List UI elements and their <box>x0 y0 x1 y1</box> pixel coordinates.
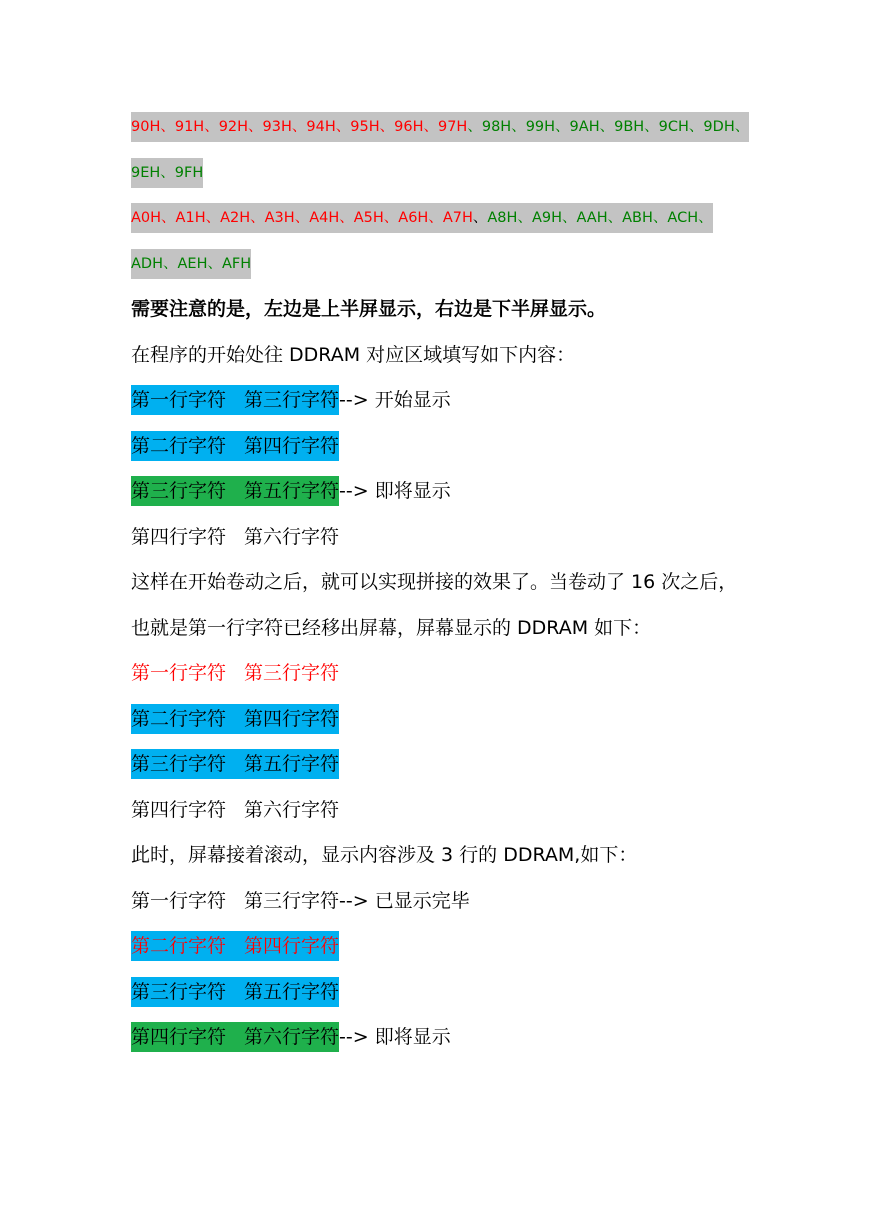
row-right-chars: 第四行字符 <box>244 707 340 730</box>
ddram-row-block2-3 <box>131 749 741 795</box>
row-suffix: --> 开始显示 <box>339 389 451 411</box>
row-plain <box>131 886 339 916</box>
row-right-chars: 第五行字符 <box>244 480 340 502</box>
ddram-row-block3-3 <box>131 977 741 1023</box>
hex-highlight <box>131 249 251 279</box>
hex-green-run: A8H、A9H、AAH、ABH、ACH、 <box>487 210 713 226</box>
row-right-chars: 第四行字符 <box>244 434 340 457</box>
hex-highlight <box>131 158 203 188</box>
row-left-chars: 第二行字符 <box>131 434 227 457</box>
ddram-row-block3-4 <box>131 1022 741 1068</box>
row-suffix: --> 已显示完毕 <box>339 889 470 912</box>
row-right-chars: 第六行字符 <box>244 798 340 821</box>
note-bold: 需要注意的是，左边是上半屏显示，右边是下半屏显示。 <box>131 298 607 320</box>
row-left-chars: 第四行字符 <box>131 798 227 821</box>
row-left-chars: 第三行字符 <box>131 753 227 775</box>
hex-address-line-4 <box>131 249 741 295</box>
row-highlight <box>131 1022 339 1052</box>
ddram-row-block1-1 <box>131 385 741 431</box>
row-left-chars: 第一行字符 <box>131 662 227 684</box>
ddram-row-block2-4 <box>131 795 741 841</box>
ddram-row-block3-2 <box>131 931 741 977</box>
row-suffix: --> 即将显示 <box>339 1026 451 1048</box>
row-left-chars: 第二行字符 <box>131 707 227 730</box>
row-left-chars: 第三行字符 <box>131 480 227 502</box>
ddram-row-block2-1 <box>131 658 741 704</box>
hex-address-line-1 <box>131 112 750 158</box>
document-page <box>131 112 750 1068</box>
hex-highlight <box>131 112 749 142</box>
paragraph-2-line-1: 这样在开始卷动之后，就可以实现拼接的效果了。当卷动了 16 次之后， <box>131 571 738 593</box>
hex-green-run: 、98H、99H、9AH、9BH、9CH、9DH、 <box>467 119 750 135</box>
row-right-chars: 第四行字符 <box>244 935 340 957</box>
row-left-chars: 第四行字符 <box>131 525 227 548</box>
row-right-chars: 第五行字符 <box>244 753 340 775</box>
row-red-text <box>131 658 339 688</box>
row-left-chars: 第二行字符 <box>131 935 227 957</box>
ddram-row-block2-2 <box>131 704 741 750</box>
paragraph-3: 此时，屏幕接着滚动，显示内容涉及 3 行的 DDRAM,如下： <box>131 844 638 866</box>
hex-highlight <box>131 203 713 233</box>
hex-green-run: ADH、AEH、AFH <box>131 255 252 272</box>
paragraph-2-line-2: 也就是第一行字符已经移出屏幕，屏幕显示的 DDRAM 如下： <box>131 616 652 639</box>
row-left-chars: 第一行字符 <box>131 889 227 912</box>
ddram-row-block1-2 <box>131 431 741 477</box>
ddram-row-block3-1 <box>131 886 741 932</box>
row-plain <box>131 522 339 552</box>
hex-red-run: A0H、A1H、A2H、A3H、A4H、A5H、A6H、A7H <box>131 210 473 226</box>
row-left-chars: 第四行字符 <box>131 1026 227 1048</box>
row-right-chars: 第三行字符 <box>244 662 340 684</box>
hex-green-run: 9EH、9FH <box>131 164 204 181</box>
row-right-chars: 第六行字符 <box>244 525 340 548</box>
intro-text: 在程序的开始处往 DDRAM 对应区域填写如下内容： <box>131 343 576 366</box>
row-highlight <box>131 749 339 779</box>
hex-separator: 、 <box>472 210 488 226</box>
hex-red-run: 90H、91H、92H、93H、94H、95H、96H、97H <box>131 119 468 135</box>
hex-address-line-2 <box>131 158 741 204</box>
row-highlight <box>131 931 339 961</box>
row-right-chars: 第三行字符 <box>244 889 340 912</box>
row-highlight <box>131 431 339 461</box>
row-left-chars: 第一行字符 <box>131 389 227 411</box>
hex-address-line-3 <box>131 203 741 249</box>
ddram-row-block1-3 <box>131 476 741 522</box>
ddram-row-block1-4 <box>131 522 741 568</box>
row-highlight <box>131 385 339 415</box>
row-right-chars: 第五行字符 <box>244 980 340 1003</box>
row-highlight <box>131 476 339 506</box>
row-left-chars: 第三行字符 <box>131 980 227 1003</box>
row-right-chars: 第三行字符 <box>244 389 340 411</box>
row-suffix: --> 即将显示 <box>339 480 451 502</box>
row-highlight <box>131 977 339 1007</box>
row-highlight <box>131 704 339 734</box>
row-right-chars: 第六行字符 <box>244 1026 340 1048</box>
row-plain <box>131 795 339 825</box>
